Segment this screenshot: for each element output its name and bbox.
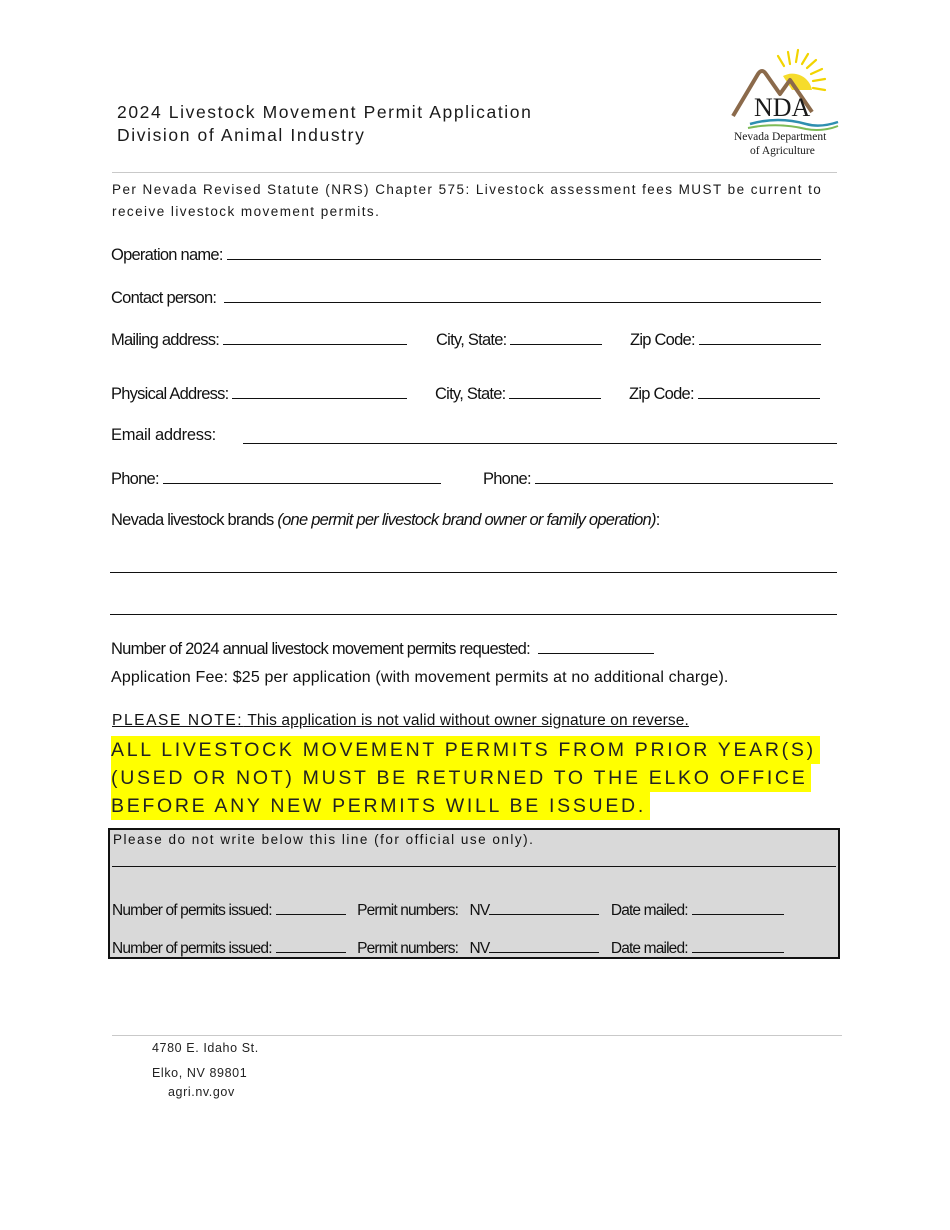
title-line-1: 2024 Livestock Movement Permit Application <box>117 102 533 122</box>
warning-line-3: BEFORE ANY NEW PERMITS WILL BE ISSUED. <box>111 792 650 820</box>
numbers-label-2: Permit numbers: <box>357 940 459 957</box>
mailing-address-label: Mailing address: <box>111 331 220 349</box>
email-address-label: Email address: <box>111 426 216 444</box>
official-use-box <box>108 828 840 959</box>
page-title <box>117 101 532 147</box>
footer-divider <box>112 1035 842 1036</box>
mailed-label-2: Date mailed: <box>610 940 688 957</box>
header-divider <box>112 172 837 173</box>
numbers-input-2[interactable] <box>489 938 599 953</box>
official-use-divider <box>112 866 836 867</box>
mailing-zip-input[interactable] <box>699 330 821 345</box>
numbers-label-1: Permit numbers: <box>357 902 459 919</box>
numbers-input-1[interactable] <box>489 900 599 915</box>
official-row-2 <box>112 938 784 958</box>
mailed-input-1[interactable] <box>692 900 784 915</box>
contact-person-input[interactable] <box>224 288 821 303</box>
physical-zip-input[interactable] <box>698 384 820 399</box>
signature-note <box>112 712 689 730</box>
phone-label-1: Phone: <box>111 470 159 488</box>
permits-requested-field <box>111 639 654 659</box>
physical-address-row <box>111 384 407 404</box>
physical-city-input[interactable] <box>509 384 601 399</box>
contact-person-label: Contact person: <box>111 289 217 307</box>
operation-name-field <box>111 245 821 265</box>
footer-city: Elko, NV 89801 <box>152 1066 248 1080</box>
phone-label-2: Phone: <box>483 470 531 488</box>
nda-logo <box>728 44 842 162</box>
operation-name-label: Operation name: <box>111 246 223 264</box>
phone-input-2[interactable] <box>535 469 833 484</box>
nv-label-2: NV <box>469 940 490 957</box>
physical-zip-label: Zip Code: <box>629 385 694 403</box>
note-label: PLEASE NOTE: <box>112 712 244 729</box>
issued-label-2: Number of permits issued: <box>112 940 272 957</box>
mailing-address-input[interactable] <box>223 330 407 345</box>
mailed-label-1: Date mailed: <box>610 902 688 919</box>
warning-line-2: (USED OR NOT) MUST BE RETURNED TO THE ELKO OFFICE <box>111 764 811 792</box>
mailing-zip-label: Zip Code: <box>630 331 695 349</box>
nv-label-1: NV <box>469 902 490 919</box>
phone-field-2 <box>483 469 833 489</box>
statute-notice: Per Nevada Revised Statute (NRS) Chapter 575: Livestock assessment fees MUST be current to receive livestock movement permits. <box>112 182 823 219</box>
mailing-city-input[interactable] <box>510 330 602 345</box>
issued-input-1[interactable] <box>276 900 346 915</box>
footer-street: 4780 E. Idaho St. <box>152 1041 259 1055</box>
brands-field <box>111 511 660 530</box>
application-fee: Application Fee: $25 per application (with movement permits at no additional charge). <box>111 669 729 686</box>
brands-input-line-1[interactable] <box>110 572 837 573</box>
phone-field-1 <box>111 469 441 489</box>
issued-input-2[interactable] <box>276 938 346 953</box>
logo-text: NDA <box>754 93 811 122</box>
email-address-field <box>111 426 216 445</box>
warning-line-1: ALL LIVESTOCK MOVEMENT PERMITS FROM PRIOR YEAR(S) <box>111 736 820 764</box>
logo-caption-2: of Agriculture <box>750 145 815 157</box>
footer-website: agri.nv.gov <box>168 1085 235 1099</box>
physical-address-label: Physical Address: <box>111 385 229 403</box>
brands-input-line-2[interactable] <box>110 614 837 615</box>
mailing-address-row <box>111 330 407 350</box>
logo-caption-1: Nevada Department <box>734 131 827 143</box>
physical-city-label: City, State: <box>435 385 506 403</box>
official-use-header: Please do not write below this line (for official use only). <box>113 832 535 847</box>
mailing-city-field <box>436 330 602 350</box>
physical-zip-field <box>629 384 820 404</box>
physical-city-field <box>435 384 601 404</box>
mailing-city-label: City, State: <box>436 331 507 349</box>
operation-name-input[interactable] <box>227 245 821 260</box>
nda-logo-icon <box>728 44 842 162</box>
email-address-input[interactable] <box>243 443 837 444</box>
physical-address-input[interactable] <box>232 384 407 399</box>
note-text: This application is not valid without owner signature on reverse. <box>243 712 689 729</box>
mailed-input-2[interactable] <box>692 938 784 953</box>
brands-note: (one permit per livestock brand owner or family operation) <box>277 511 656 529</box>
mailing-zip-field <box>630 330 821 350</box>
phone-input-1[interactable] <box>163 469 441 484</box>
title-line-2: Division of Animal Industry <box>117 125 366 145</box>
official-row-1 <box>112 900 784 920</box>
permits-requested-label: Number of 2024 annual livestock movement permits requested: <box>111 640 530 658</box>
brands-colon: : <box>655 511 660 529</box>
brands-label: Nevada livestock brands <box>111 511 278 529</box>
issued-label-1: Number of permits issued: <box>112 902 272 919</box>
contact-person-field <box>111 288 821 308</box>
permits-requested-input[interactable] <box>538 639 654 654</box>
